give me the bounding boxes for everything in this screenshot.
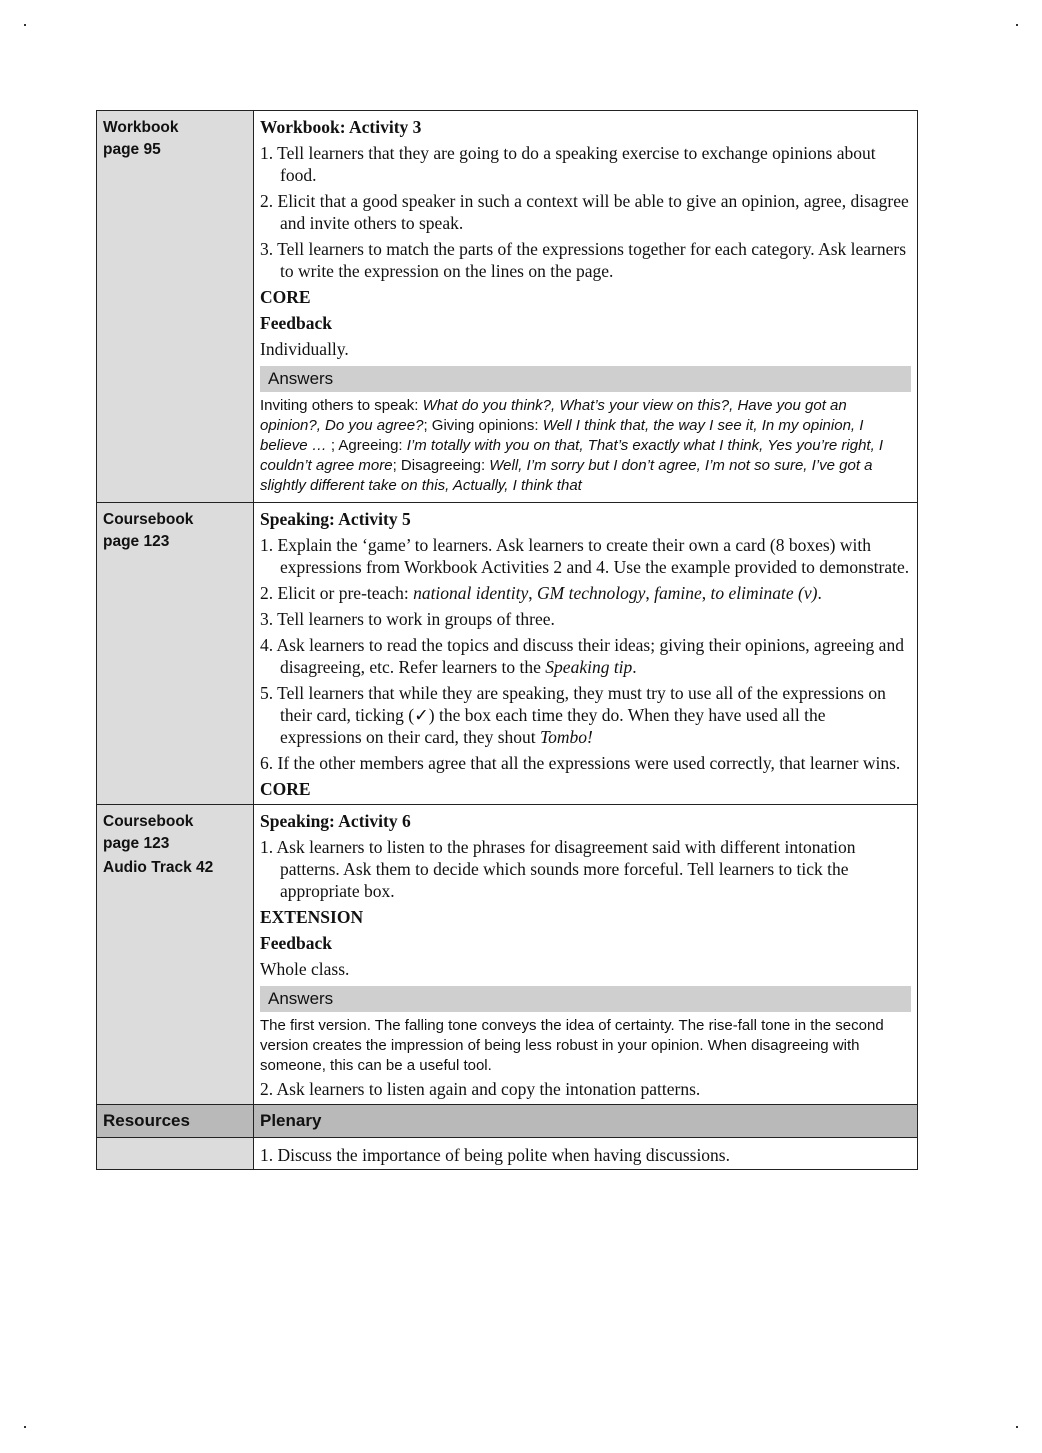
- answers-header: Answers: [260, 366, 911, 392]
- table-row: [97, 1138, 918, 1170]
- activity-title: Workbook: Activity 3: [260, 117, 422, 137]
- resource-page: page 123: [103, 835, 170, 852]
- instruction-item: 1. Tell learners that they are going to do a speaking exercise to exchange opinions about food.: [260, 143, 876, 185]
- level-label: CORE: [260, 287, 311, 307]
- feedback-value: Individually.: [260, 339, 349, 359]
- resource-label: Coursebook: [103, 813, 194, 830]
- feedback-label: Feedback: [260, 933, 332, 953]
- table-row: [97, 111, 918, 503]
- level-label: CORE: [260, 779, 311, 799]
- activity-cell: [254, 805, 918, 1105]
- resource-label: Coursebook: [103, 511, 194, 528]
- table-row: [97, 805, 918, 1105]
- instruction-item: 2. Ask learners to listen again and copy the intonation patterns.: [260, 1079, 701, 1099]
- level-label: EXTENSION: [260, 907, 364, 927]
- resource-cell: [97, 503, 254, 805]
- plenary-cell: [254, 1138, 918, 1170]
- plenary-item: 1. Discuss the importance of being polite when having discussions.: [260, 1145, 730, 1165]
- instruction-item: 3. Tell learners to work in groups of three.: [260, 609, 555, 629]
- instruction-item: 1. Explain the ‘game’ to learners. Ask learners to create their own a card (8 boxes) with expressions from Workbook Activities 2 and 4. Use the example provided to demonstrate.: [260, 535, 910, 577]
- table-row: [97, 503, 918, 805]
- activity-title: Speaking: Activity 6: [260, 811, 411, 831]
- crop-mark-bottom-right: [1016, 1426, 1018, 1428]
- audio-track-label: Audio Track 42: [103, 859, 214, 876]
- instruction-item: 6. If the other members agree that all the expressions were used correctly, that learner wins.: [260, 753, 901, 773]
- resource-cell: [97, 1138, 254, 1170]
- activity-cell: [254, 503, 918, 805]
- feedback-label: Feedback: [260, 313, 332, 333]
- instruction-item: 4. Ask learners to read the topics and discuss their ideas; giving their opinions, agreeing and disagreeing, etc. Refer learners to the Speaking tip.: [260, 635, 904, 677]
- activity-cell: [254, 111, 918, 503]
- instruction-item: 2. Elicit that a good speaker in such a context will be able to give an opinion, agree, disagree and invite others to speak.: [260, 191, 909, 233]
- instruction-item: 5. Tell learners that while they are speaking, they must try to use all of the expressions on their card, ticking (✓) the box each time they do. When they have used all the expressions on their card, they shout Tombo!: [260, 683, 886, 747]
- instruction-item: 2. Elicit or pre-teach: national identity, GM technology, famine, to eliminate (v).: [260, 583, 822, 603]
- resource-cell: [97, 805, 254, 1105]
- answers-header: Answers: [260, 986, 911, 1012]
- plenary-header-row: [97, 1105, 918, 1138]
- lesson-plan-table: [96, 110, 918, 1170]
- plenary-header: Plenary: [260, 1111, 322, 1130]
- crop-mark-bottom-left: [24, 1426, 26, 1428]
- answers-text: The first version. The falling tone conveys the idea of certainty. The rise-fall tone in the second version creates the impression of being less robust in your opinion. When disagreeing with someone, this can be a useful tool.: [260, 1017, 884, 1074]
- activity-title: Speaking: Activity 5: [260, 509, 411, 529]
- crop-mark-top-right: [1016, 24, 1018, 26]
- instruction-item: 1. Ask learners to listen to the phrases for disagreement said with different intonation patterns. Ask them to decide which sounds more forceful. Tell learners to tick the appropriate box.: [260, 837, 856, 901]
- plenary-header-cell: [254, 1105, 918, 1138]
- resource-cell: [97, 111, 254, 503]
- answers-text: Inviting others to speak: What do you think?, What’s your view on this?, Have you got an opinion?, Do you agree?; Giving opinions: Well I think that, the way I see it, In my opinion, I believe … ; Agreeing: I’m totally with you on that, That’s exactly what I think, Yes you’re right, I couldn’t agree more; Disagreeing: Well, I’m sorry but I don’t agree, I’m not so sure, I’ve got a slightly different take on this, Actually, I think that: [260, 397, 884, 494]
- resources-header: Resources: [103, 1111, 190, 1130]
- resource-label: Workbook: [103, 119, 179, 136]
- feedback-value: Whole class.: [260, 959, 350, 979]
- resource-page: page 123: [103, 533, 170, 550]
- crop-mark-top-left: [24, 24, 26, 26]
- instruction-item: 3. Tell learners to match the parts of the expressions together for each category. Ask learners to write the expression on the lines on the page.: [260, 239, 907, 281]
- resources-header-cell: [97, 1105, 254, 1138]
- resource-page: page 95: [103, 141, 161, 158]
